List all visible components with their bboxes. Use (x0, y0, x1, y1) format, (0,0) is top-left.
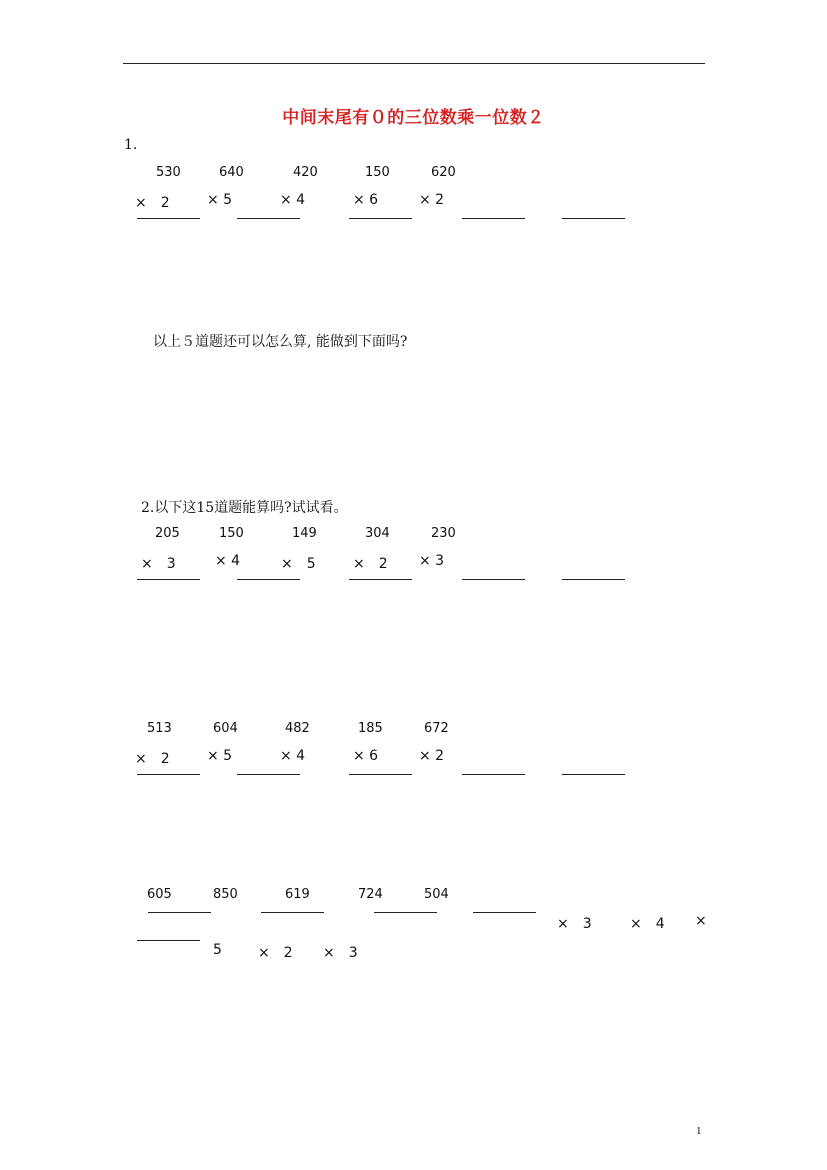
multiplier: × 6 (353, 748, 379, 764)
answer-line (137, 579, 200, 580)
answer-line (562, 774, 625, 775)
answer-line (473, 912, 536, 913)
problem-number: 605 (147, 887, 172, 902)
problem-number: 230 (431, 526, 456, 541)
answer-line (137, 218, 200, 219)
answer-line (237, 774, 300, 775)
answer-line (148, 912, 211, 913)
problem-number: 672 (424, 721, 449, 736)
problem-number: 420 (293, 165, 318, 180)
multiplier: × 5 (281, 556, 316, 572)
multiplier: × 6 (353, 192, 379, 208)
answer-line (562, 579, 625, 580)
multiplier: × 3 (419, 553, 445, 569)
answer-line (462, 774, 525, 775)
problem-number: 850 (213, 887, 238, 902)
answer-line (237, 218, 300, 219)
problem-number: 619 (285, 887, 310, 902)
problem-number: 150 (219, 526, 244, 541)
multiplier: × 4 (630, 916, 665, 932)
multiplier: × 2 (258, 945, 293, 961)
multiplier: × 4 (280, 192, 306, 208)
problem-number: 724 (358, 887, 383, 902)
header-rule (123, 63, 705, 64)
multiplier: × 4 (280, 748, 306, 764)
multiplier: × 2 (135, 751, 170, 767)
multiplier: 5 (213, 942, 222, 958)
answer-line (137, 940, 200, 941)
problem-number: 149 (292, 526, 317, 541)
multiplier: × 5 (207, 192, 233, 208)
problem-number: 304 (365, 526, 390, 541)
problem-number: 150 (365, 165, 390, 180)
section-1-label: 1. (124, 137, 138, 153)
page-number: 1 (696, 1125, 702, 1137)
section-2-intro: 2.以下这15道题能算吗?试试看。 (141, 500, 348, 516)
answer-line (462, 579, 525, 580)
multiplier: × (695, 913, 707, 929)
problem-number: 504 (424, 887, 449, 902)
problem-number: 482 (285, 721, 310, 736)
multiplier: × 5 (207, 748, 233, 764)
problem-number: 530 (156, 165, 181, 180)
problem-number: 513 (147, 721, 172, 736)
multiplier: × 2 (135, 195, 170, 211)
problem-number: 640 (219, 165, 244, 180)
answer-line (261, 912, 324, 913)
multiplier: × 3 (141, 556, 176, 572)
problem-number: 620 (431, 165, 456, 180)
multiplier: × 4 (215, 553, 241, 569)
answer-line (562, 218, 625, 219)
answer-line (374, 912, 437, 913)
problem-number: 205 (155, 526, 180, 541)
page-title: 中间末尾有０的三位数乘一位数２ (282, 108, 545, 128)
section-1-note: 以上５道题还可以怎么算, 能做到下面吗? (153, 334, 408, 350)
problem-number: 185 (358, 721, 383, 736)
answer-line (462, 218, 525, 219)
multiplier: × 2 (419, 192, 445, 208)
answer-line (349, 218, 412, 219)
multiplier: × 3 (323, 945, 358, 961)
answer-line (137, 774, 200, 775)
multiplier: × 2 (419, 748, 445, 764)
answer-line (349, 579, 412, 580)
answer-line (349, 774, 412, 775)
answer-line (237, 579, 300, 580)
problem-number: 604 (213, 721, 238, 736)
multiplier: × 2 (353, 556, 388, 572)
multiplier: × 3 (557, 916, 592, 932)
